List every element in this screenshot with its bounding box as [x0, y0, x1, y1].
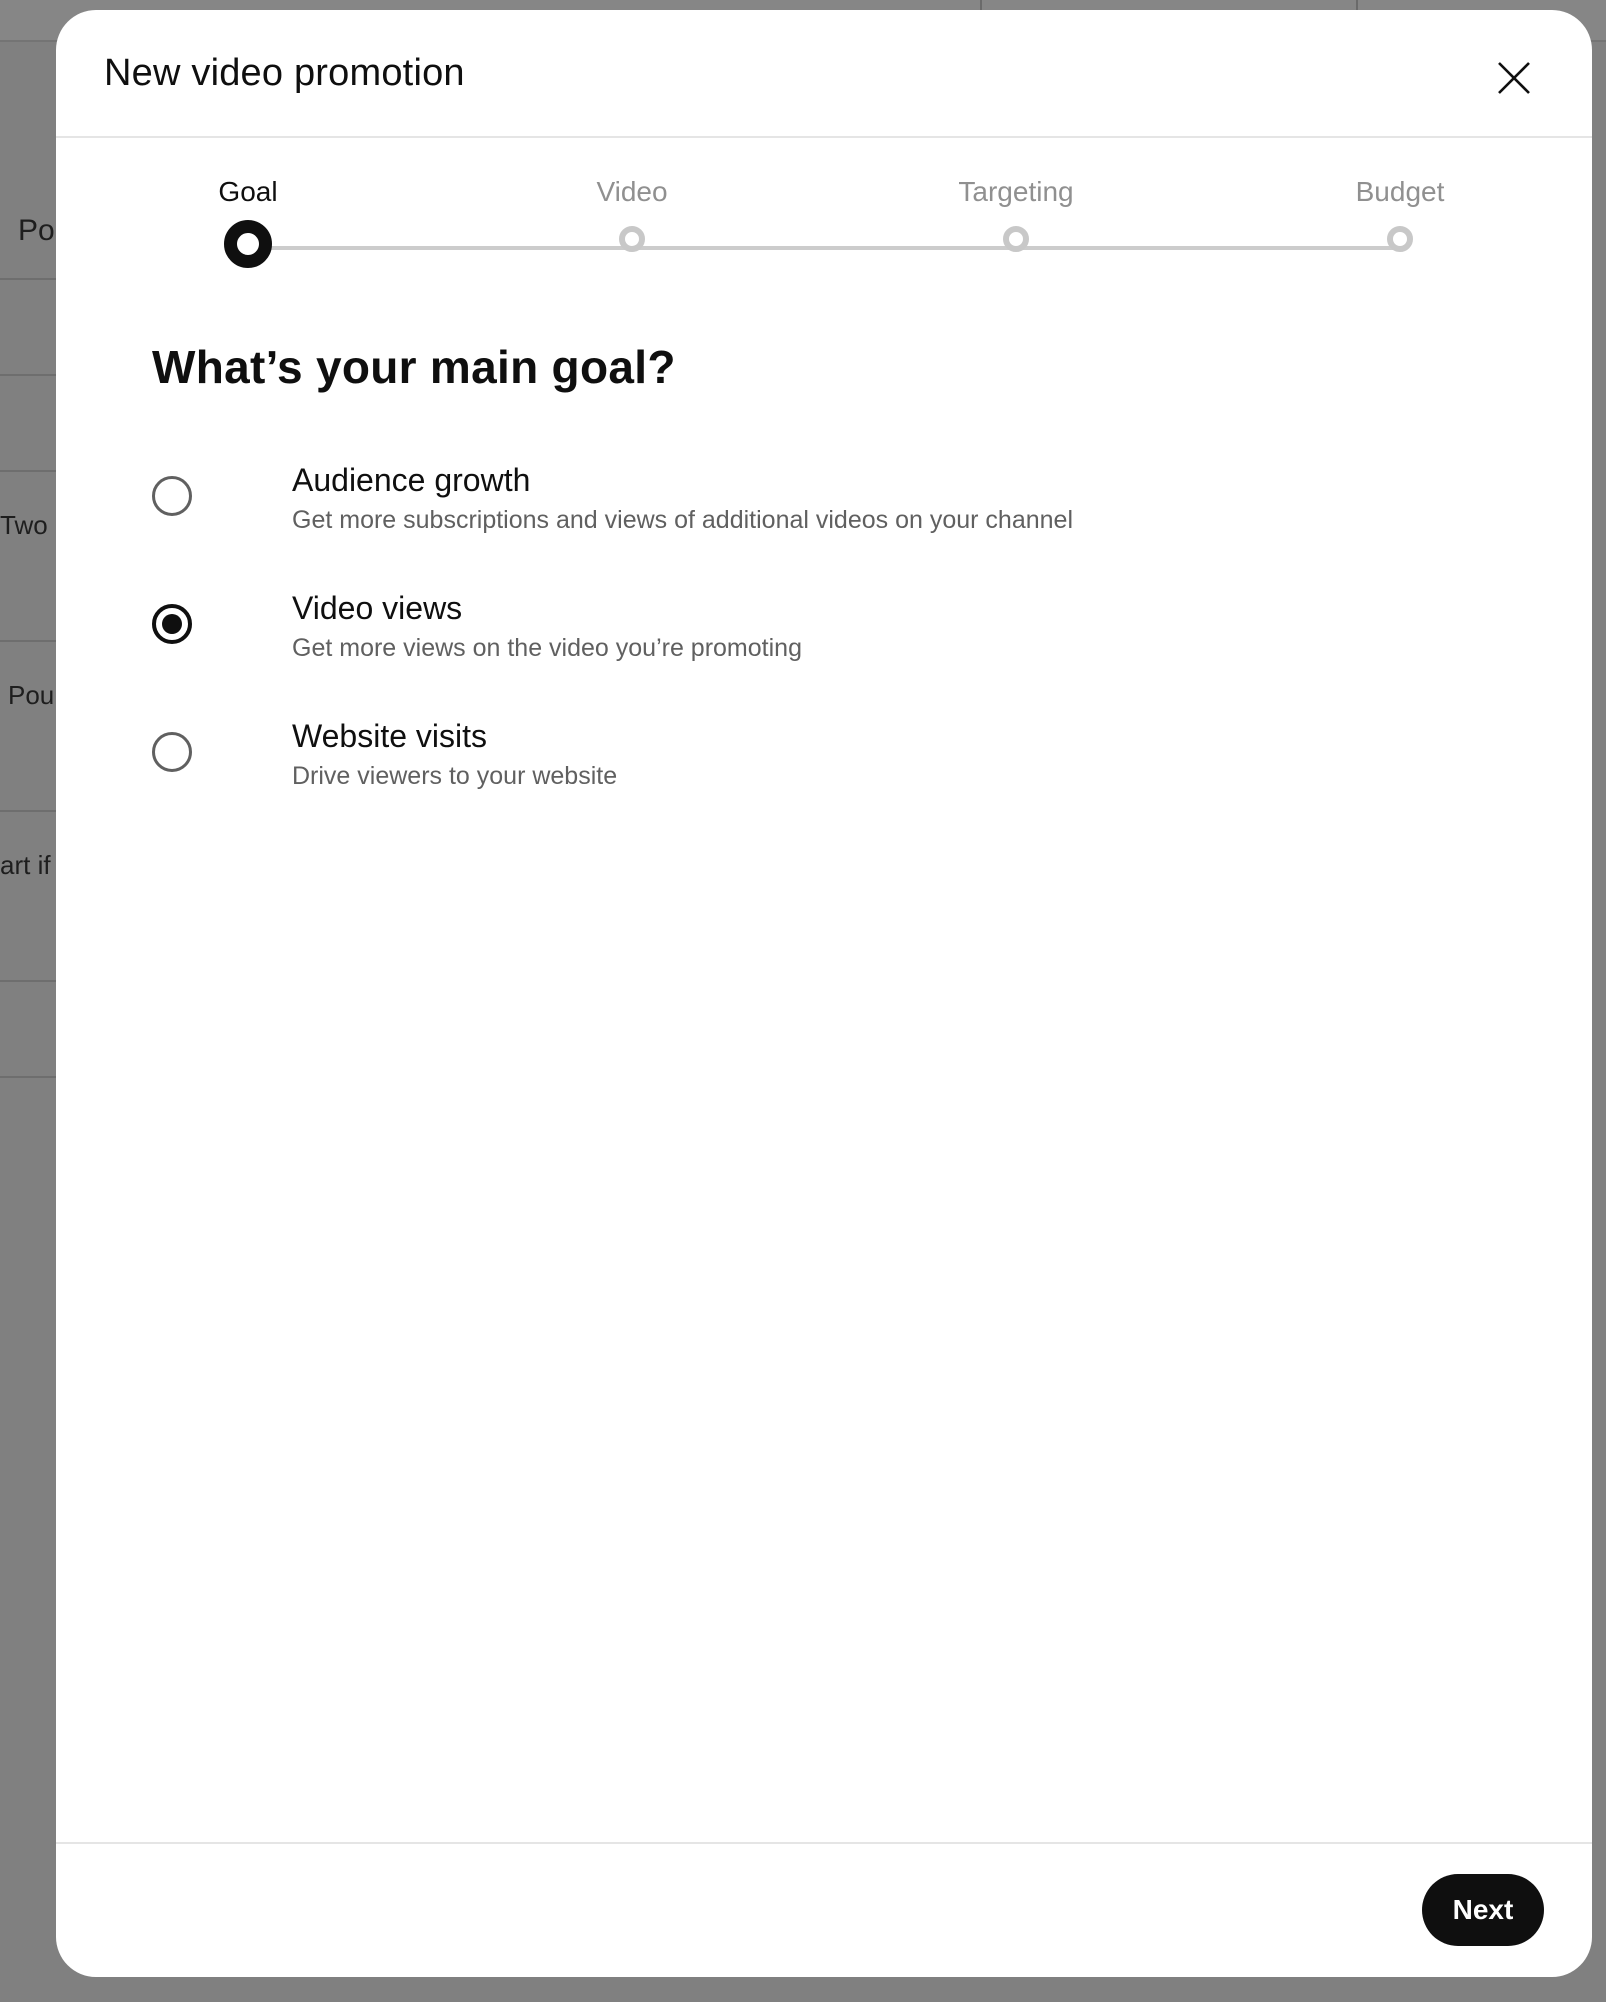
option-title: Website visits	[292, 718, 488, 754]
audience-growth-radio[interactable]	[152, 476, 192, 516]
next-button[interactable]: Next	[1422, 1874, 1544, 1946]
close-icon	[1497, 61, 1531, 95]
option-video-views[interactable]	[152, 590, 1492, 686]
step-label: Video	[596, 176, 668, 207]
goal-question: What’s your main goal?	[152, 341, 676, 393]
option-audience-growth[interactable]	[152, 462, 1492, 558]
option-title: Video views	[292, 590, 463, 626]
dialog-footer	[56, 1842, 1592, 1977]
step-label: Goal	[218, 176, 278, 207]
background-divider	[980, 0, 982, 10]
background-text: Two	[0, 510, 48, 540]
dialog-title: New video promotion	[104, 52, 465, 94]
option-description: Get more subscriptions and views of additional videos on your channel	[292, 506, 1073, 534]
stepper-track	[248, 246, 1400, 250]
step-targeting-dot	[1003, 226, 1029, 252]
step-budget-dot	[1387, 226, 1413, 252]
background-row-divider	[0, 278, 56, 280]
step-video[interactable]	[532, 174, 732, 210]
background-text: art if	[0, 850, 51, 880]
background-divider	[1356, 0, 1358, 10]
website-visits-radio[interactable]	[152, 732, 192, 772]
step-label: Budget	[1355, 176, 1445, 207]
step-budget[interactable]	[1300, 174, 1500, 210]
step-goal[interactable]	[148, 174, 348, 210]
dialog-header	[56, 10, 1592, 138]
close-button[interactable]	[1486, 50, 1542, 106]
step-goal-dot	[224, 220, 272, 268]
promotion-dialog	[56, 10, 1592, 1977]
background-text: Po	[18, 214, 55, 247]
background-row-divider	[0, 980, 56, 982]
step-video-dot	[619, 226, 645, 252]
step-label: Targeting	[958, 176, 1074, 207]
background-row-divider	[0, 470, 56, 472]
background-row-divider	[0, 374, 56, 376]
background-row-divider	[0, 640, 56, 642]
option-website-visits[interactable]	[152, 718, 1492, 814]
background-text: Pou	[8, 680, 55, 710]
step-targeting[interactable]	[916, 174, 1116, 210]
option-description: Get more views on the video you’re promoting	[292, 634, 802, 662]
option-description: Drive viewers to your website	[292, 762, 618, 790]
option-title: Audience growth	[292, 462, 531, 498]
video-views-radio[interactable]	[152, 604, 192, 644]
progress-stepper	[56, 138, 1592, 278]
background-row-divider	[0, 1076, 56, 1078]
background-row-divider	[0, 810, 56, 812]
